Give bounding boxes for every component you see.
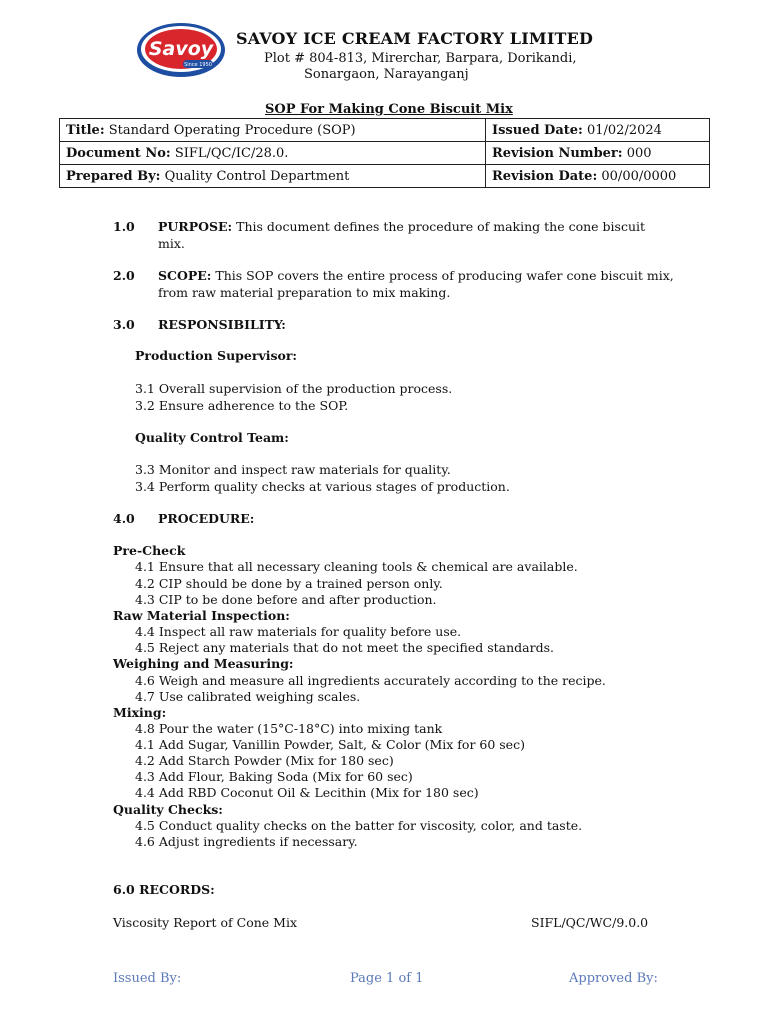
page-number: Page 1 of 1 — [350, 971, 424, 986]
logo-text: Savoy — [148, 38, 214, 60]
list-item: 3.3 Monitor and inspect raw materials for quality. — [135, 462, 451, 477]
responsibility-number: 3.0 — [113, 317, 135, 332]
responsibility-heading: RESPONSIBILITY: — [158, 317, 286, 332]
table-row — [60, 142, 710, 165]
prepared-by-cell: Prepared By: Quality Control Department — [60, 165, 486, 188]
scope-number: 2.0 — [113, 268, 135, 283]
list-item: 4.5 Conduct quality checks on the batter for viscosity, color, and taste. — [135, 818, 583, 833]
revision-date-cell: Revision Date: 00/00/0000 — [486, 165, 710, 188]
list-item: 4.8 Pour the water (15°C-18°C) into mixing tank — [135, 721, 443, 736]
list-item: 3.1 Overall supervision of the production process. — [135, 381, 453, 396]
address-line-2: Sonargaon, Narayanganj — [304, 67, 469, 82]
list-item: 4.6 Adjust ingredients if necessary. — [135, 834, 358, 849]
table-row — [60, 165, 710, 188]
scope-line-1: SCOPE: This SOP covers the entire process of producing wafer cone biscuit mix, — [158, 268, 674, 283]
address-line-1: Plot # 804-813, Mirerchar, Barpara, Dorikandi, — [264, 51, 577, 66]
approved-by-label: Approved By: — [569, 971, 658, 986]
list-item: 4.1 Add Sugar, Vanillin Powder, Salt, & Color (Mix for 60 sec) — [135, 737, 525, 752]
scope-line-2: from raw material preparation to mix making. — [158, 285, 451, 300]
list-item: 4.3 CIP to be done before and after production. — [135, 592, 437, 607]
document-title: SOP For Making Cone Biscuit Mix — [265, 102, 513, 117]
list-item: 4.2 Add Starch Powder (Mix for 180 sec) — [135, 753, 394, 768]
list-item: 4.1 Ensure that all necessary cleaning tools & chemical are available. — [135, 559, 578, 574]
list-item: 3.2 Ensure adherence to the SOP. — [135, 398, 349, 413]
quality-checks-heading: Quality Checks: — [113, 802, 223, 817]
document-no-cell: Document No: SIFL/QC/IC/28.0. — [60, 142, 486, 165]
records-heading: 6.0 RECORDS: — [113, 882, 215, 897]
revision-number-cell: Revision Number: 000 — [486, 142, 710, 165]
logo-since: Since 1950 — [184, 62, 212, 68]
issued-date-cell: Issued Date: 01/02/2024 — [486, 119, 710, 142]
company-name: SAVOY ICE CREAM FACTORY LIMITED — [236, 29, 594, 48]
list-item: 4.7 Use calibrated weighing scales. — [135, 689, 361, 704]
table-row — [60, 119, 710, 142]
list-item: 4.4 Add RBD Coconut Oil & Lecithin (Mix for 180 sec) — [135, 785, 479, 800]
quality-control-team-heading: Quality Control Team: — [135, 430, 289, 445]
list-item: 4.3 Add Flour, Baking Soda (Mix for 60 sec) — [135, 769, 413, 784]
list-item: 4.4 Inspect all raw materials for quality before use. — [135, 624, 462, 639]
raw-material-heading: Raw Material Inspection: — [113, 608, 290, 623]
record-code: SIFL/QC/WC/9.0.0 — [531, 915, 649, 930]
weighing-heading: Weighing and Measuring: — [113, 656, 294, 671]
purpose-line-1: PURPOSE: This document defines the procedure of making the cone biscuit — [158, 219, 646, 234]
pre-check-heading: Pre-Check — [113, 543, 186, 558]
list-item: 3.4 Perform quality checks at various stages of production. — [135, 479, 510, 494]
record-name: Viscosity Report of Cone Mix — [113, 915, 298, 930]
purpose-line-2: mix. — [158, 236, 185, 251]
list-item: 4.5 Reject any materials that do not meet the specified standards. — [135, 640, 554, 655]
savoy-logo — [136, 22, 228, 78]
purpose-number: 1.0 — [113, 219, 135, 234]
production-supervisor-heading: Production Supervisor: — [135, 348, 298, 363]
list-item: 4.2 CIP should be done by a trained person only. — [135, 576, 443, 591]
procedure-number: 4.0 — [113, 511, 135, 526]
issued-by-label: Issued By: — [113, 971, 182, 986]
mixing-heading: Mixing: — [113, 705, 167, 720]
title-cell: Title: Standard Operating Procedure (SOP) — [60, 119, 486, 142]
document-meta-table — [59, 118, 710, 188]
procedure-heading: PROCEDURE: — [158, 511, 255, 526]
list-item: 4.6 Weigh and measure all ingredients accurately according to the recipe. — [135, 673, 606, 688]
